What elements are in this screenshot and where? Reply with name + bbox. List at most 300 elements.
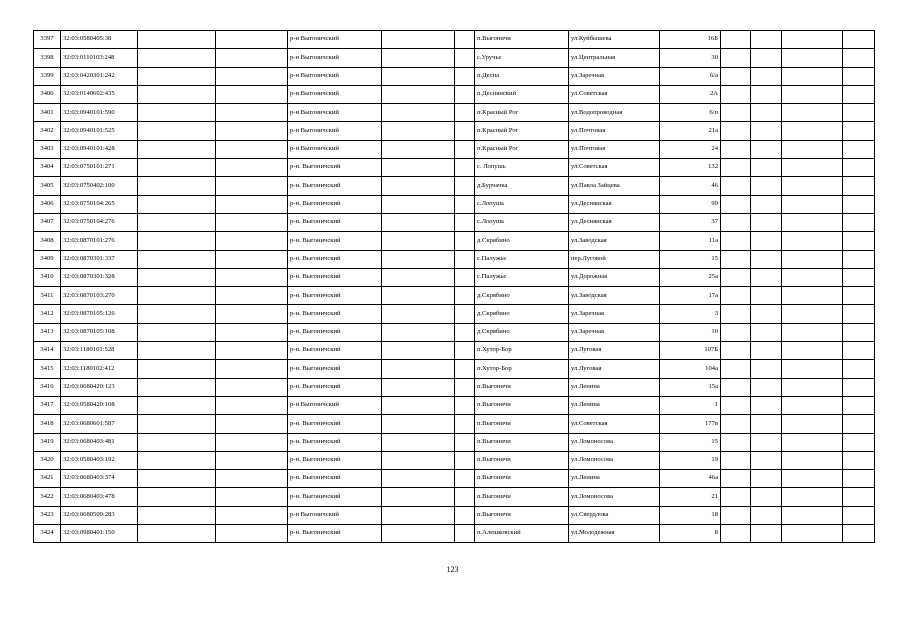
settlement-cell: п.Хутор-Бор xyxy=(475,342,569,360)
empty-cell xyxy=(751,195,782,213)
empty-cell xyxy=(382,213,455,231)
row-number-cell: 3400 xyxy=(34,85,61,103)
empty-cell xyxy=(455,451,475,469)
empty-cell xyxy=(138,396,216,414)
empty-cell xyxy=(455,67,475,85)
house-number-cell: 99 xyxy=(660,195,721,213)
row-number-cell: 3411 xyxy=(34,287,61,305)
empty-cell xyxy=(721,67,751,85)
empty-cell xyxy=(382,177,455,195)
house-number-cell: 2А xyxy=(660,85,721,103)
settlement-cell: п.Выгоничи xyxy=(475,451,569,469)
empty-cell xyxy=(843,213,875,231)
settlement-cell: п.Красный Рог xyxy=(475,122,569,140)
settlement-cell: п.Деснянский xyxy=(475,85,569,103)
street-cell: ул.Заречная xyxy=(569,67,660,85)
row-number-cell: 3419 xyxy=(34,433,61,451)
cadastral-number-cell: 32:03:0680403:481 xyxy=(61,433,138,451)
empty-cell xyxy=(843,470,875,488)
house-number-cell: 132 xyxy=(660,159,721,177)
settlement-cell: с. Лопушь xyxy=(475,159,569,177)
street-cell: ул.Ломоносова xyxy=(569,451,660,469)
cadastral-number-cell: 32:03:0750104:276 xyxy=(61,213,138,231)
cadastral-number-cell: 32:03:0940101:428 xyxy=(61,140,138,158)
empty-cell xyxy=(782,378,843,396)
street-cell: ул.Советская xyxy=(569,415,660,433)
empty-cell xyxy=(455,268,475,286)
empty-cell xyxy=(782,177,843,195)
street-cell: ул.Центральная xyxy=(569,49,660,67)
empty-cell xyxy=(751,159,782,177)
table-row xyxy=(34,506,875,524)
street-cell: ул.Луговая xyxy=(569,360,660,378)
empty-cell xyxy=(216,177,288,195)
table-row xyxy=(34,488,875,506)
empty-cell xyxy=(216,470,288,488)
empty-cell xyxy=(721,195,751,213)
empty-cell xyxy=(843,415,875,433)
empty-cell xyxy=(455,195,475,213)
house-number-cell: 21а xyxy=(660,122,721,140)
empty-cell xyxy=(216,268,288,286)
empty-cell xyxy=(216,488,288,506)
empty-cell xyxy=(782,323,843,341)
empty-cell xyxy=(455,488,475,506)
settlement-cell: с.Лопушь xyxy=(475,195,569,213)
empty-cell xyxy=(382,433,455,451)
settlement-cell: п.Выгоничи xyxy=(475,488,569,506)
empty-cell xyxy=(843,451,875,469)
empty-cell xyxy=(382,470,455,488)
empty-cell xyxy=(455,122,475,140)
house-number-cell: 21 xyxy=(660,488,721,506)
empty-cell xyxy=(782,67,843,85)
district-cell: р-н. Выгоничский xyxy=(288,378,382,396)
row-number-cell: 3399 xyxy=(34,67,61,85)
empty-cell xyxy=(382,31,455,49)
empty-cell xyxy=(138,177,216,195)
street-cell: ул.Водопроводная xyxy=(569,104,660,122)
empty-cell xyxy=(843,305,875,323)
settlement-cell: п.Выгоничи xyxy=(475,396,569,414)
table-row xyxy=(34,323,875,341)
table-row xyxy=(34,49,875,67)
house-number-cell: 25а xyxy=(660,268,721,286)
street-cell: ул.Заречная xyxy=(569,323,660,341)
empty-cell xyxy=(216,232,288,250)
empty-cell xyxy=(843,378,875,396)
table-row xyxy=(34,268,875,286)
settlement-cell: п.Хутор-Бор xyxy=(475,360,569,378)
empty-cell xyxy=(721,415,751,433)
empty-cell xyxy=(751,305,782,323)
empty-cell xyxy=(455,159,475,177)
street-cell: ул.Дорожная xyxy=(569,268,660,286)
empty-cell xyxy=(138,67,216,85)
empty-cell xyxy=(843,31,875,49)
table-row xyxy=(34,360,875,378)
district-cell: р-н Выгоничский xyxy=(288,31,382,49)
street-cell: ул.Советская xyxy=(569,159,660,177)
empty-cell xyxy=(721,506,751,524)
empty-cell xyxy=(721,360,751,378)
empty-cell xyxy=(782,415,843,433)
empty-cell xyxy=(751,140,782,158)
street-cell: ул.Молодежная xyxy=(569,525,660,543)
empty-cell xyxy=(843,525,875,543)
empty-cell xyxy=(382,195,455,213)
empty-cell xyxy=(382,268,455,286)
settlement-cell: д.Скрябино xyxy=(475,287,569,305)
cadastral-number-cell: 32:03:0580405:38 xyxy=(61,31,138,49)
house-number-cell: 16Б xyxy=(660,31,721,49)
house-number-cell: 10 xyxy=(660,323,721,341)
empty-cell xyxy=(843,232,875,250)
house-number-cell: 107Б xyxy=(660,342,721,360)
empty-cell xyxy=(782,488,843,506)
street-cell: ул.Ленина xyxy=(569,396,660,414)
empty-cell xyxy=(455,250,475,268)
house-number-cell: 6/а xyxy=(660,67,721,85)
settlement-cell: д.Скрябино xyxy=(475,323,569,341)
empty-cell xyxy=(782,213,843,231)
empty-cell xyxy=(382,159,455,177)
empty-cell xyxy=(138,140,216,158)
district-cell: р-н Выгоничский xyxy=(288,104,382,122)
row-number-cell: 3417 xyxy=(34,396,61,414)
settlement-cell: п.Выгоничи xyxy=(475,470,569,488)
house-number-cell: 24 xyxy=(660,140,721,158)
empty-cell xyxy=(721,305,751,323)
empty-cell xyxy=(782,287,843,305)
empty-cell xyxy=(751,360,782,378)
empty-cell xyxy=(216,195,288,213)
empty-cell xyxy=(782,49,843,67)
empty-cell xyxy=(455,49,475,67)
empty-cell xyxy=(782,268,843,286)
empty-cell xyxy=(455,31,475,49)
settlement-cell: п.Выгоничи xyxy=(475,31,569,49)
table-row xyxy=(34,451,875,469)
table-row xyxy=(34,433,875,451)
empty-cell xyxy=(455,85,475,103)
empty-cell xyxy=(782,342,843,360)
settlement-cell: п.Выгоничи xyxy=(475,506,569,524)
empty-cell xyxy=(751,396,782,414)
table-row xyxy=(34,140,875,158)
empty-cell xyxy=(382,342,455,360)
empty-cell xyxy=(843,159,875,177)
empty-cell xyxy=(782,232,843,250)
house-number-cell: 6/п xyxy=(660,104,721,122)
empty-cell xyxy=(843,250,875,268)
empty-cell xyxy=(751,122,782,140)
district-cell: р-н. Выгоничский xyxy=(288,250,382,268)
settlement-cell: п.Выгоничи xyxy=(475,433,569,451)
empty-cell xyxy=(455,232,475,250)
empty-cell xyxy=(721,451,751,469)
row-number-cell: 3418 xyxy=(34,415,61,433)
empty-cell xyxy=(782,360,843,378)
settlement-cell: д.Скрябино xyxy=(475,305,569,323)
row-number-cell: 3420 xyxy=(34,451,61,469)
empty-cell xyxy=(721,433,751,451)
empty-cell xyxy=(216,85,288,103)
registry-rows xyxy=(34,31,875,543)
empty-cell xyxy=(721,31,751,49)
street-cell: ул.Куйбышева xyxy=(569,31,660,49)
empty-cell xyxy=(751,342,782,360)
settlement-cell: с.Палужье xyxy=(475,268,569,286)
street-cell: ул.Заводская xyxy=(569,287,660,305)
street-cell: ул.Павла Зайцева xyxy=(569,177,660,195)
empty-cell xyxy=(721,104,751,122)
empty-cell xyxy=(843,488,875,506)
empty-cell xyxy=(216,506,288,524)
empty-cell xyxy=(843,342,875,360)
empty-cell xyxy=(216,67,288,85)
empty-cell xyxy=(751,31,782,49)
cadastral-number-cell: 32:03:0940101:525 xyxy=(61,122,138,140)
empty-cell xyxy=(382,85,455,103)
empty-cell xyxy=(782,396,843,414)
empty-cell xyxy=(843,85,875,103)
empty-cell xyxy=(751,433,782,451)
empty-cell xyxy=(382,506,455,524)
empty-cell xyxy=(721,140,751,158)
table-row xyxy=(34,470,875,488)
row-number-cell: 3402 xyxy=(34,122,61,140)
empty-cell xyxy=(751,323,782,341)
empty-cell xyxy=(782,305,843,323)
district-cell: р-н. Выгоничский xyxy=(288,268,382,286)
empty-cell xyxy=(216,342,288,360)
house-number-cell: 46а xyxy=(660,470,721,488)
empty-cell xyxy=(721,525,751,543)
row-number-cell: 3405 xyxy=(34,177,61,195)
house-number-cell: 8 xyxy=(660,525,721,543)
empty-cell xyxy=(216,287,288,305)
district-cell: р-н. Выгоничский xyxy=(288,433,382,451)
district-cell: р-н. Выгоничский xyxy=(288,232,382,250)
table-row xyxy=(34,378,875,396)
district-cell: р-н. Выгоничский xyxy=(288,159,382,177)
row-number-cell: 3397 xyxy=(34,31,61,49)
empty-cell xyxy=(751,268,782,286)
district-cell: р-н Выгоничский xyxy=(288,396,382,414)
cadastral-number-cell: 32:03:0870105:126 xyxy=(61,305,138,323)
house-number-cell: 15а xyxy=(660,378,721,396)
empty-cell xyxy=(382,287,455,305)
street-cell: пер.Луговой xyxy=(569,250,660,268)
empty-cell xyxy=(455,342,475,360)
empty-cell xyxy=(721,159,751,177)
empty-cell xyxy=(216,49,288,67)
street-cell: ул.Деснянская xyxy=(569,213,660,231)
empty-cell xyxy=(216,360,288,378)
row-number-cell: 3415 xyxy=(34,360,61,378)
district-cell: р-н. Выгоничский xyxy=(288,287,382,305)
empty-cell xyxy=(455,360,475,378)
cadastral-number-cell: 32:03:0870105:108 xyxy=(61,323,138,341)
empty-cell xyxy=(382,451,455,469)
row-number-cell: 3408 xyxy=(34,232,61,250)
empty-cell xyxy=(721,342,751,360)
empty-cell xyxy=(721,378,751,396)
row-number-cell: 3406 xyxy=(34,195,61,213)
district-cell: р-н. Выгоничский xyxy=(288,488,382,506)
empty-cell xyxy=(216,213,288,231)
empty-cell xyxy=(782,470,843,488)
empty-cell xyxy=(138,213,216,231)
registry-table xyxy=(33,30,875,543)
row-number-cell: 3424 xyxy=(34,525,61,543)
empty-cell xyxy=(751,67,782,85)
settlement-cell: с.Лопушь xyxy=(475,213,569,231)
empty-cell xyxy=(843,506,875,524)
empty-cell xyxy=(721,396,751,414)
cadastral-number-cell: 32:03:0940101:590 xyxy=(61,104,138,122)
district-cell: р-н Выгоничский xyxy=(288,140,382,158)
empty-cell xyxy=(782,85,843,103)
district-cell: р-н. Выгоничский xyxy=(288,451,382,469)
settlement-cell: с.Палужье xyxy=(475,250,569,268)
table-row xyxy=(34,177,875,195)
district-cell: р-н. Выгоничский xyxy=(288,305,382,323)
house-number-cell: 46 xyxy=(660,177,721,195)
table-row xyxy=(34,525,875,543)
street-cell: ул.Свердлова xyxy=(569,506,660,524)
empty-cell xyxy=(138,342,216,360)
cadastral-number-cell: 32:03:0870301:337 xyxy=(61,250,138,268)
street-cell: ул.Почтовая xyxy=(569,122,660,140)
empty-cell xyxy=(382,378,455,396)
empty-cell xyxy=(138,85,216,103)
table-row xyxy=(34,396,875,414)
empty-cell xyxy=(751,85,782,103)
empty-cell xyxy=(843,287,875,305)
row-number-cell: 3416 xyxy=(34,378,61,396)
street-cell: ул.Деснянская xyxy=(569,195,660,213)
settlement-cell: п.Выгоничи xyxy=(475,415,569,433)
row-number-cell: 3413 xyxy=(34,323,61,341)
empty-cell xyxy=(138,122,216,140)
empty-cell xyxy=(455,433,475,451)
empty-cell xyxy=(138,287,216,305)
district-cell: р-н. Выгоничский xyxy=(288,470,382,488)
table-row xyxy=(34,250,875,268)
empty-cell xyxy=(782,433,843,451)
empty-cell xyxy=(782,159,843,177)
cadastral-number-cell: 32:03:1180101:528 xyxy=(61,342,138,360)
cadastral-number-cell: 32:03:0110103:248 xyxy=(61,49,138,67)
empty-cell xyxy=(216,140,288,158)
empty-cell xyxy=(455,287,475,305)
empty-cell xyxy=(843,49,875,67)
empty-cell xyxy=(721,49,751,67)
empty-cell xyxy=(843,177,875,195)
empty-cell xyxy=(138,360,216,378)
empty-cell xyxy=(216,525,288,543)
empty-cell xyxy=(782,451,843,469)
empty-cell xyxy=(138,525,216,543)
empty-cell xyxy=(751,451,782,469)
table-row xyxy=(34,195,875,213)
district-cell: р-н Выгоничский xyxy=(288,49,382,67)
empty-cell xyxy=(216,104,288,122)
house-number-cell: 15 xyxy=(660,250,721,268)
house-number-cell: 177в xyxy=(660,415,721,433)
empty-cell xyxy=(751,415,782,433)
row-number-cell: 3409 xyxy=(34,250,61,268)
district-cell: р-н. Выгоничский xyxy=(288,360,382,378)
house-number-cell: 19 xyxy=(660,451,721,469)
empty-cell xyxy=(382,104,455,122)
empty-cell xyxy=(843,433,875,451)
cadastral-number-cell: 32:03:0680601:587 xyxy=(61,415,138,433)
cadastral-number-cell: 32:03:0140602:435 xyxy=(61,85,138,103)
street-cell: ул.Почтовая xyxy=(569,140,660,158)
empty-cell xyxy=(382,122,455,140)
empty-cell xyxy=(138,451,216,469)
empty-cell xyxy=(782,104,843,122)
district-cell: р-н. Выгоничский xyxy=(288,415,382,433)
empty-cell xyxy=(138,378,216,396)
cadastral-number-cell: 32:03:0680403:374 xyxy=(61,470,138,488)
cadastral-number-cell: 32:03:0680403:478 xyxy=(61,488,138,506)
empty-cell xyxy=(721,122,751,140)
district-cell: р-н Выгоничский xyxy=(288,85,382,103)
settlement-cell: с.Уручье xyxy=(475,49,569,67)
empty-cell xyxy=(216,305,288,323)
cadastral-number-cell: 32:03:0750104:265 xyxy=(61,195,138,213)
empty-cell xyxy=(455,323,475,341)
street-cell: ул.Заречная xyxy=(569,305,660,323)
empty-cell xyxy=(721,323,751,341)
empty-cell xyxy=(751,470,782,488)
empty-cell xyxy=(138,49,216,67)
cadastral-number-cell: 32:03:0750101:271 xyxy=(61,159,138,177)
street-cell: ул.Ленина xyxy=(569,470,660,488)
cadastral-number-cell: 32:03:0680509:283 xyxy=(61,506,138,524)
empty-cell xyxy=(751,488,782,506)
cadastral-number-cell: 32:03:0580420:108 xyxy=(61,396,138,414)
empty-cell xyxy=(216,159,288,177)
empty-cell xyxy=(782,140,843,158)
empty-cell xyxy=(455,378,475,396)
empty-cell xyxy=(721,470,751,488)
cadastral-number-cell: 32:03:0870301:328 xyxy=(61,268,138,286)
district-cell: р-н. Выгоничский xyxy=(288,323,382,341)
empty-cell xyxy=(216,451,288,469)
empty-cell xyxy=(751,506,782,524)
district-cell: р-н. Выгоничский xyxy=(288,195,382,213)
empty-cell xyxy=(382,323,455,341)
empty-cell xyxy=(138,488,216,506)
row-number-cell: 3422 xyxy=(34,488,61,506)
empty-cell xyxy=(721,213,751,231)
row-number-cell: 3423 xyxy=(34,506,61,524)
empty-cell xyxy=(138,159,216,177)
house-number-cell: 17а xyxy=(660,287,721,305)
row-number-cell: 3404 xyxy=(34,159,61,177)
empty-cell xyxy=(455,525,475,543)
empty-cell xyxy=(455,305,475,323)
empty-cell xyxy=(455,177,475,195)
table-row xyxy=(34,213,875,231)
house-number-cell: 37 xyxy=(660,213,721,231)
row-number-cell: 3412 xyxy=(34,305,61,323)
